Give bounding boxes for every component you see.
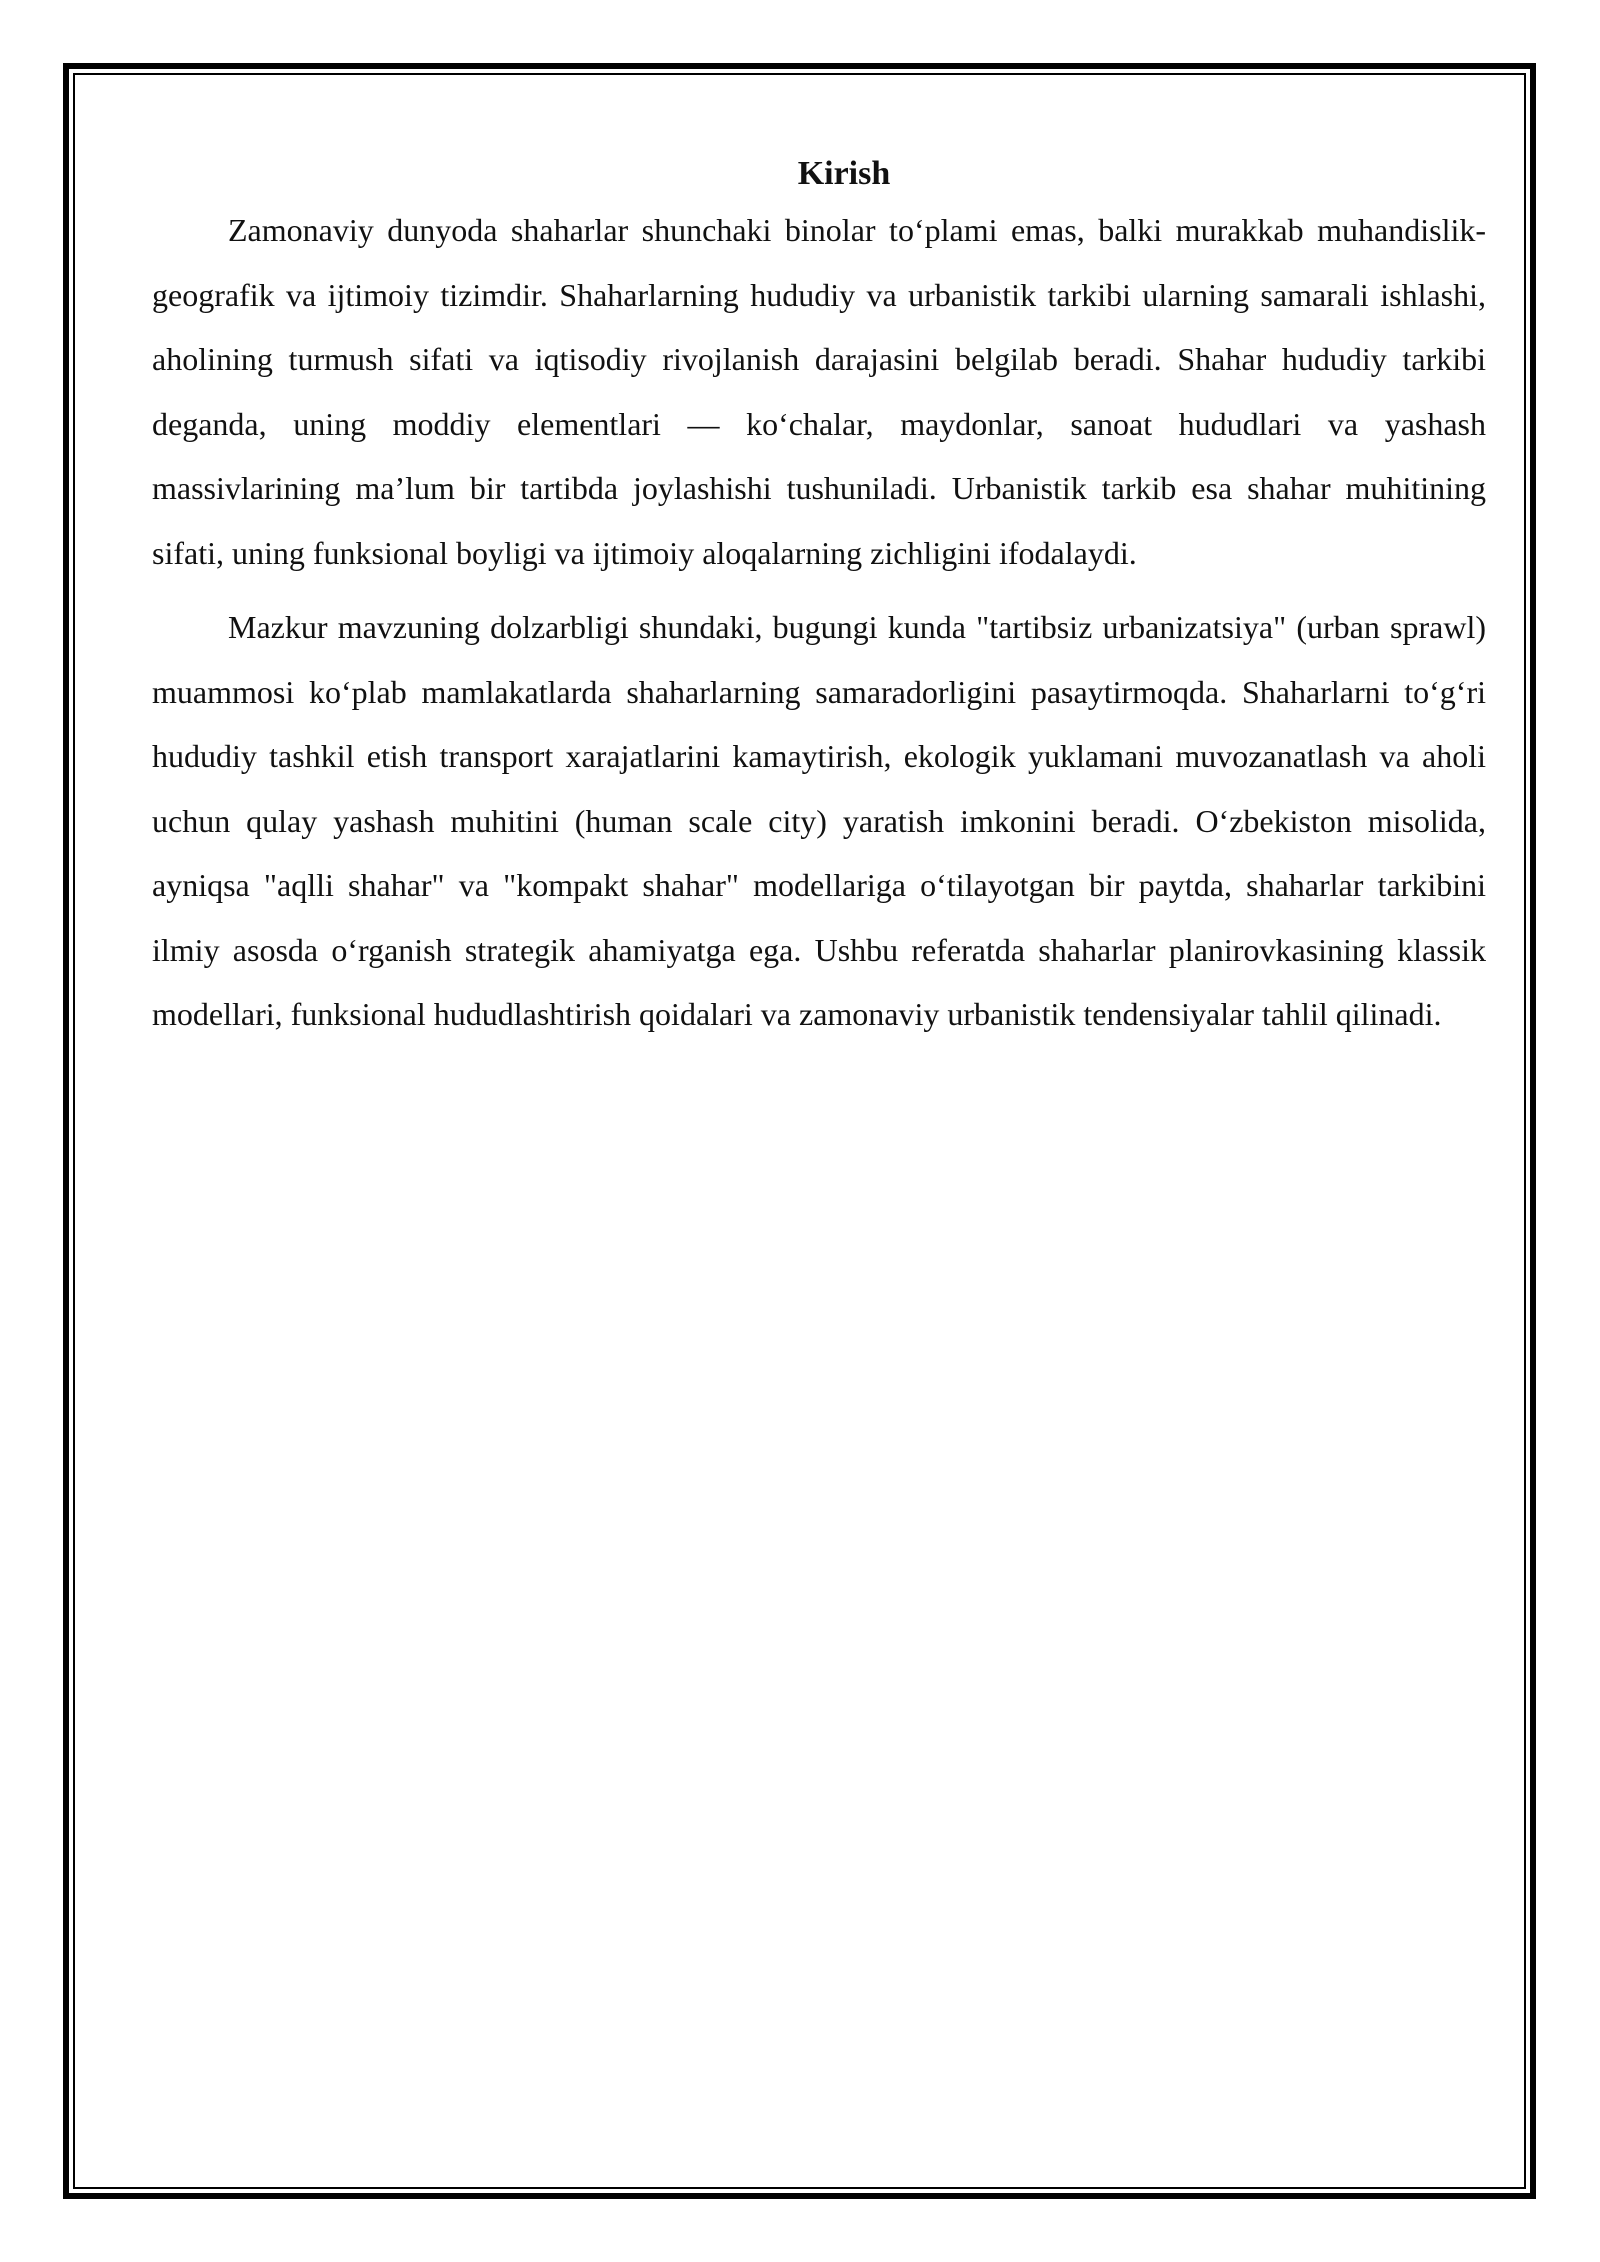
document-body [152, 150, 1486, 1047]
paragraph-relevance: Mazkur mavzuning dolzarbligi shundaki, bugungi kunda "tartibsiz urbanizatsiya" (urban sprawl) muammosi ko‘plab mamlakatlarda shaharlarning samaradorligini pasaytirmoqda. Shaharlarni to‘g‘ri hududiy tashkil etish transport xarajatlarini kamaytirish, ekologik yuklamani muvozanatlash va aholi uchun qulay yashash muhitini (human scale city) yaratish imkonini beradi. O‘zbekiston misolida, ayniqsa "aqlli shahar" va "kompakt shahar" modellariga o‘tilayotgan bir paytda, shaharlar tarkibini ilmiy asosda o‘rganish strategik ahamiyatga ega. Ushbu referatda shaharlar planirovkasining klassik modellari, funksional hududlashtirish qoidalari va zamonaviy urbanistik tendensiyalar tahlil qilinadi. [152, 609, 1486, 1032]
document-heading: Kirish [797, 155, 891, 192]
paragraph-intro: Zamonaviy dunyoda shaharlar shunchaki binolar to‘plami emas, balki murakkab muhandislik-geografik va ijtimoiy tizimdir. Shaharlarning hududiy va urbanistik tarkibi ularning samarali ishlashi, aholining turmush sifati va iqtisodiy rivojlanish darajasini belgilab beradi. Shahar hududiy tarkibi deganda, uning moddiy elementlari — ko‘chalar, maydonlar, sanoat hududlari va yashash massivlarining ma’lum bir tartibda joylashishi tushuniladi. Urbanistik tarkib esa shahar muhitining sifati, uning funksional boyligi va ijtimoiy aloqalarning zichligini ifodalaydi. [152, 212, 1486, 571]
